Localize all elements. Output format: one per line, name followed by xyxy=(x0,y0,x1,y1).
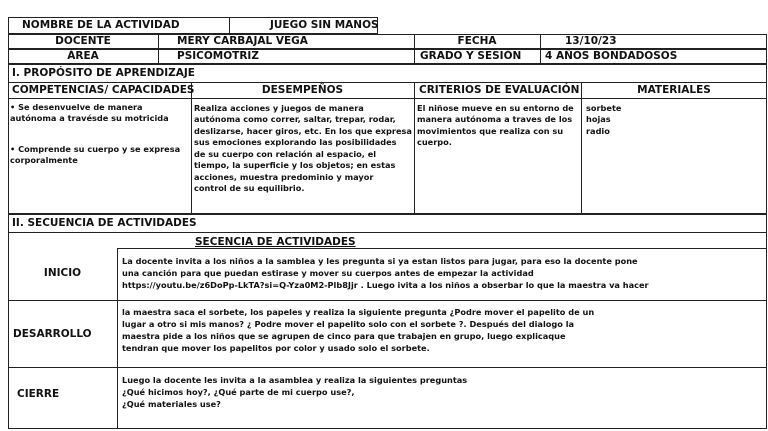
criterio-line: manera autónoma a traves de los xyxy=(417,114,573,124)
col-desempenos: DESEMPEÑOS xyxy=(261,84,344,96)
teacher-label: DOCENTE xyxy=(55,35,111,47)
grade-value: 4 AÑOS BONDADOSOS xyxy=(545,50,678,62)
desempeno-line: deslizarse, hacer giros, etc. En los que expresa xyxy=(194,126,412,136)
criterio-line: cuerpo. xyxy=(417,137,452,147)
teacher-value: MERY CARBAJAL VEGA xyxy=(177,35,308,47)
criterio-line: El niñose mueve en su entorno de xyxy=(417,103,574,113)
area-value: PSICOMOTRIZ xyxy=(177,50,259,62)
row-label-cierre: CIERRE xyxy=(17,388,60,400)
section2-title: II. SECUENCIA DE ACTIVIDADES xyxy=(12,217,197,229)
criterio-line: movimientos que realiza con su xyxy=(417,126,564,136)
area-label: ÁREA xyxy=(67,50,99,62)
material-item: hojas xyxy=(586,114,611,124)
desempeno-line: control de su equilibrio. xyxy=(194,183,305,193)
col-materiales: MATERIALES xyxy=(637,84,711,96)
desempeno-line: autónoma como correr, saltar, trepar, rodar, xyxy=(194,114,396,124)
date-value: 13/10/23 xyxy=(565,35,617,47)
activity-label: NOMBRE DE LA ACTIVIDAD xyxy=(22,19,180,31)
desempeno-line: tiempo, la superficie y los objetos; en estas xyxy=(194,160,396,170)
row-label-inicio: INICIO xyxy=(43,267,82,279)
competencia-1-line1: • Se desenvuelve de manera xyxy=(10,102,143,112)
row-label-desarrollo: DESARROLLO xyxy=(13,328,92,340)
date-label: FECHA xyxy=(457,35,497,47)
material-item: radio xyxy=(586,126,610,136)
desempeno-line: sus emociones explorando las posibilidades xyxy=(194,137,397,147)
col-criterios: CRITERIOS DE EVALUACIÓN xyxy=(419,84,580,96)
section1-title: I. PROPÓSITO DE APRENDIZAJE xyxy=(12,67,195,79)
cierre-line: Luego la docente les invita a la asamblea y realiza la siguientes preguntas xyxy=(122,375,468,385)
competencia-2-line1: • Comprende su cuerpo y se expresa xyxy=(10,144,181,154)
desarrollo-line: maestra pide a los niños que se agrupen de cinco para que trabajen en grupo, luego explicaque xyxy=(122,331,566,341)
cierre-line: ¿Qué hicimos hoy?, ¿Qué parte de mi cuerpo use?, xyxy=(122,387,355,397)
competencia-2-line2: corporalmente xyxy=(10,155,78,165)
col-competencias: COMPETENCIAS/ CAPACIDADES xyxy=(12,84,195,96)
cierre-line: ¿Qué materiales use? xyxy=(122,399,221,409)
section2-subtitle: SECENCIA DE ACTIVIDADES xyxy=(195,236,356,248)
desempeno-line: Realiza acciones y juegos de manera xyxy=(194,103,364,113)
material-item: sorbete xyxy=(586,103,622,113)
activity-value: JUEGO SIN MANOS xyxy=(270,19,379,31)
desempeno-line: acciones, muestra predominio y mayor xyxy=(194,172,374,182)
desarrollo-line: tendran que mover los papelitos por color y usado solo el sorbete. xyxy=(122,343,430,353)
inicio-line: La docente invita a los niños a la samblea y les pregunta si ya estan listos para jugar, para eso la docente pone xyxy=(122,256,638,266)
grade-label: GRADO Y SESIÓN xyxy=(420,50,522,62)
inicio-line: una canción para que puedan estirase y mover su cuerpos antes de empezar la actividad xyxy=(122,268,534,278)
desarrollo-line: lugar a otro si mis manos? ¿ Podre mover el papelito solo con el sorbete ?. Después del dialogo la xyxy=(122,319,575,329)
desempeno-line: de su cuerpo con relación al espacio, el xyxy=(194,149,377,159)
inicio-line: https://youtu.be/z6DoPp-LkTA?si=Q-Yza0M2-Plb8Jjr . Luego ivita a los niños a obserbar lo que la maestra va hacer xyxy=(122,280,649,290)
competencia-1-line2: autónoma a travésde su motricida xyxy=(10,113,169,123)
desarrollo-line: la maestra saca el sorbete, los papeles y realiza la siguiente pregunta ¿Podre mover el papelito de un xyxy=(122,307,595,317)
